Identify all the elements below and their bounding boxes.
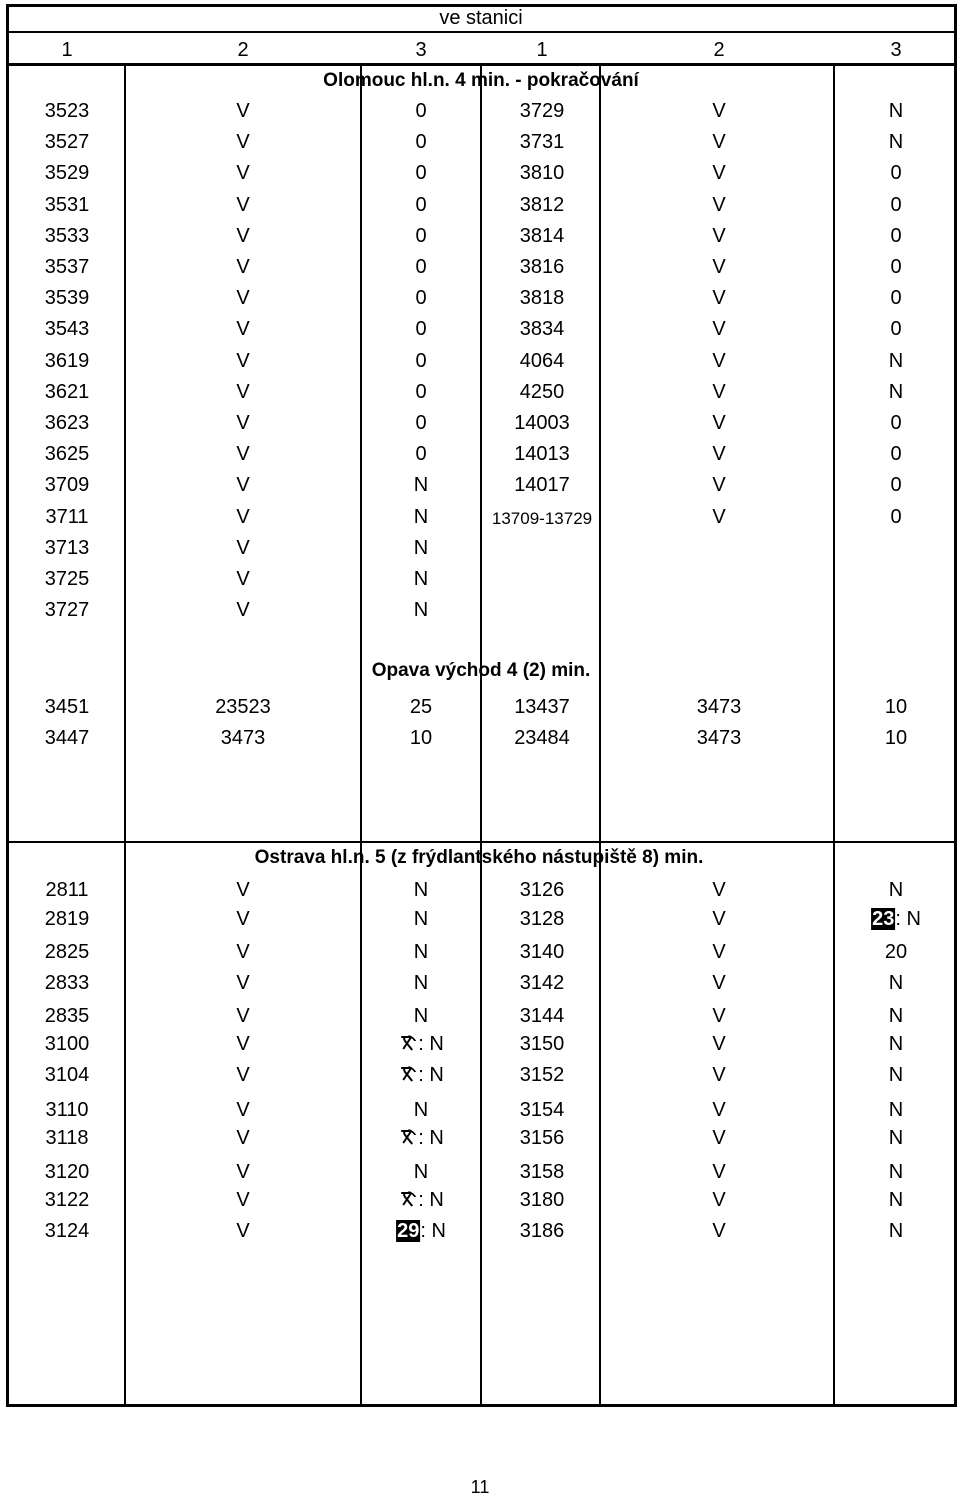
table-cell: 0 [415, 224, 427, 247]
table-cell: N [888, 879, 904, 901]
table-cell: V [712, 100, 726, 122]
table-cell: V [236, 1220, 250, 1242]
table-cell: 3725 [44, 568, 90, 590]
table-cell: 3110 [45, 1099, 89, 1121]
table-cell: 0 [890, 287, 902, 310]
table-cell: 3128 [519, 908, 565, 930]
cell-value: N [429, 1127, 444, 1149]
table-cell: 0 [890, 443, 902, 466]
table-cell: 3523 [44, 100, 90, 122]
table-cell: N [888, 100, 904, 122]
table-cell: 3447 [44, 727, 90, 749]
table-cell: V [712, 318, 726, 341]
table-cell: 3810 [519, 162, 565, 185]
table-cell: 0 [890, 256, 902, 278]
table-cell: V [712, 941, 726, 963]
table-cell: 14013 [514, 443, 570, 466]
table-cell: 3473 [696, 696, 742, 718]
table-cell: 3142 [519, 972, 565, 994]
column-divider [833, 64, 835, 1404]
table-cell: 3527 [44, 131, 90, 154]
table-cell: V [236, 474, 250, 497]
table-cell: 3152 [519, 1064, 565, 1086]
table-cell: 3619 [44, 349, 90, 372]
page-number: 11 [470, 1477, 490, 1497]
column-header: 2 [713, 39, 725, 61]
table-cell: : N [398, 1063, 444, 1089]
table-cell: N [888, 131, 904, 154]
table-cell: 0 [890, 224, 902, 247]
column-divider [360, 64, 362, 1404]
platform-badge: 29 [397, 1220, 420, 1242]
column-header: 2 [237, 39, 249, 61]
column-header: 3 [415, 39, 427, 61]
table-cell: 0 [415, 131, 427, 154]
table-cell: V [712, 1220, 726, 1242]
table-cell: 14017 [514, 474, 570, 497]
cell-value: N [429, 1033, 444, 1055]
table-cell: 3537 [44, 256, 90, 278]
table-cell: 3818 [519, 287, 565, 310]
table-cell: N [888, 1064, 904, 1086]
table-cell: 0 [415, 412, 427, 434]
table-cell: 3834 [519, 318, 565, 341]
column-divider [599, 64, 601, 1404]
table-cell: 0 [890, 412, 902, 434]
table-cell: N [413, 505, 429, 528]
table-cell: N [888, 1161, 904, 1183]
table-cell: N [413, 1161, 429, 1183]
table-cell: V [712, 1189, 726, 1211]
table-cell: 23523 [215, 696, 271, 718]
table-cell: 3621 [44, 380, 90, 403]
column-header: 3 [890, 39, 902, 61]
table-cell: 13709-13729 [491, 508, 593, 528]
table-cell: 3140 [519, 941, 565, 963]
table-cell: N [888, 1127, 904, 1149]
table-cell: V [712, 443, 726, 466]
table-cell: 0 [415, 287, 427, 310]
table-cell: 4064 [519, 349, 565, 372]
table-cell: N [888, 1099, 904, 1121]
table-cell: N [888, 380, 904, 403]
table-cell: N [413, 941, 429, 963]
table-cell: V [236, 1161, 250, 1183]
table-cell: V [712, 1127, 726, 1149]
table-cell: V [712, 1064, 726, 1086]
table-cell: V [236, 972, 250, 994]
table-cell: V [712, 972, 726, 994]
table-cell: : N [398, 1032, 444, 1058]
platform-badge: 23 [872, 908, 895, 930]
table-cell: V [712, 131, 726, 154]
table-cell: 3451 [44, 696, 90, 718]
table-cell: 3180 [519, 1189, 565, 1211]
table-cell: V [712, 162, 726, 185]
table-cell: 23484 [514, 727, 570, 749]
table-cell: 3473 [696, 727, 742, 749]
table-cell: 3727 [44, 599, 90, 622]
table-cell: V [236, 287, 250, 310]
table-cell: 29: N [397, 1220, 446, 1242]
row-divider [6, 841, 957, 843]
table-cell: V [712, 349, 726, 372]
table-cell: 3473 [220, 727, 266, 749]
table-cell: 3533 [44, 224, 90, 247]
table-cell: 0 [890, 318, 902, 341]
table-cell: V [712, 224, 726, 247]
cell-value: N [429, 1064, 444, 1086]
table-cell: N [888, 972, 904, 994]
table-cell: V [236, 1005, 250, 1027]
table-cell: V [712, 287, 726, 310]
table-cell: 3543 [44, 318, 90, 341]
table-cell: 3150 [519, 1033, 565, 1055]
table-cell: N [413, 972, 429, 994]
table-cell: 0 [890, 505, 902, 528]
table-cell: V [236, 908, 250, 930]
cell-value: N [429, 1189, 444, 1211]
table-cell: 3156 [519, 1127, 565, 1149]
table-cell: V [236, 1064, 250, 1086]
table-cell: 13437 [514, 696, 570, 718]
table-cell: N [413, 536, 429, 559]
table-cell: 3625 [44, 443, 90, 466]
table-cell: V [236, 1127, 250, 1149]
table-cell: V [712, 193, 726, 216]
hammer-pick-icon [398, 1126, 418, 1152]
table-cell: 3812 [519, 193, 565, 216]
hammer-pick-icon [398, 1188, 418, 1214]
table-cell: N [888, 349, 904, 372]
column-divider [480, 64, 482, 1404]
table-cell: V [236, 256, 250, 278]
table-cell: 3531 [44, 193, 90, 216]
table-cell: 3711 [45, 505, 89, 528]
table-cell: V [236, 568, 250, 590]
table-cell: N [888, 1220, 904, 1242]
table-cell: V [236, 941, 250, 963]
table-cell: V [236, 505, 250, 528]
row-divider [6, 31, 957, 33]
table-cell: 2811 [45, 879, 89, 901]
section-title: Opava východ 4 (2) min. [371, 660, 591, 681]
table-cell: V [236, 380, 250, 403]
table-cell: 10 [884, 727, 908, 749]
table-cell: 10 [409, 727, 433, 749]
table-cell: V [236, 536, 250, 559]
table-cell: 3158 [519, 1161, 565, 1183]
table-cell: N [413, 1099, 429, 1121]
table-cell: V [712, 474, 726, 497]
hammer-pick-icon [398, 1032, 418, 1058]
table-cell: V [712, 505, 726, 528]
table-cell: N [413, 474, 429, 497]
table-cell: 0 [415, 256, 427, 278]
table-cell: V [712, 908, 726, 930]
table-cell: V [712, 1033, 726, 1055]
table-cell: 0 [890, 162, 902, 185]
table-cell: 2825 [44, 941, 90, 963]
table-cell: V [236, 349, 250, 372]
cell-value: N [906, 908, 921, 930]
row-divider [6, 63, 957, 66]
table-cell: V [236, 193, 250, 216]
table-cell: 3814 [519, 224, 565, 247]
table-cell: 3539 [44, 287, 90, 310]
table-cell: 3623 [44, 412, 90, 434]
table-cell: : N [398, 1188, 444, 1214]
table-cell: 3100 [44, 1033, 90, 1055]
table-cell: N [413, 908, 429, 930]
table-cell: 3124 [44, 1220, 90, 1242]
table-cell: V [712, 256, 726, 278]
table-cell: V [236, 131, 250, 154]
table-cell: 3126 [519, 879, 565, 901]
table-cell: V [236, 443, 250, 466]
table-cell: 0 [415, 349, 427, 372]
table-cell: V [712, 1161, 726, 1183]
table-cell: 3816 [519, 256, 565, 278]
table-cell: 0 [415, 318, 427, 341]
table-cell: V [712, 412, 726, 434]
table-cell: V [712, 1005, 726, 1027]
table-cell: V [236, 1189, 250, 1211]
table-cell: 0 [415, 162, 427, 185]
table-cell: 25 [409, 696, 433, 718]
table-cell: N [888, 1005, 904, 1027]
table-cell: 4250 [519, 380, 565, 403]
table-cell: N [888, 1033, 904, 1055]
column-header: 1 [61, 39, 73, 61]
table-cell: V [712, 1099, 726, 1121]
table-cell: N [413, 568, 429, 590]
table-cell: : N [398, 1126, 444, 1152]
table-cell: 2819 [44, 908, 90, 930]
table-cell: 3713 [44, 536, 90, 559]
table-cell: V [712, 879, 726, 901]
table-cell: V [236, 412, 250, 434]
table-cell: 3154 [519, 1099, 565, 1121]
table-cell: V [236, 1099, 250, 1121]
table-cell: N [413, 599, 429, 622]
table-cell: 0 [890, 474, 902, 497]
hammer-pick-icon [398, 1063, 418, 1089]
table-cell: 3144 [519, 1005, 565, 1027]
table-cell: 3118 [45, 1127, 89, 1149]
table-cell: 23: N [872, 908, 921, 930]
table-cell: 3104 [44, 1064, 90, 1086]
section-title: Olomouc hl.n. 4 min. - pokračování [323, 70, 639, 91]
table-cell: 2835 [44, 1005, 90, 1027]
table-cell: 0 [415, 193, 427, 216]
table-cell: V [236, 100, 250, 122]
table-cell: V [236, 318, 250, 341]
table-cell: N [413, 1005, 429, 1027]
table-cell: 10 [884, 696, 908, 718]
table-cell: V [236, 1033, 250, 1055]
table-cell: V [236, 162, 250, 185]
cell-value: N [431, 1220, 446, 1242]
table-cell: V [236, 599, 250, 622]
table-cell: 3529 [44, 162, 90, 185]
table-cell: V [712, 380, 726, 403]
table-cell: 3120 [44, 1161, 90, 1183]
table-cell: 0 [890, 193, 902, 216]
table-cell: 20 [884, 941, 908, 963]
table-cell: V [236, 224, 250, 247]
table-cell: 3186 [519, 1220, 565, 1242]
table-cell: 2833 [44, 972, 90, 994]
table-cell: N [413, 879, 429, 901]
table-cell: 3729 [519, 100, 565, 122]
table-cell: 3709 [44, 474, 90, 497]
column-divider [124, 64, 126, 1404]
table-cell: 0 [415, 100, 427, 122]
column-header: 1 [536, 39, 548, 61]
table-cell: N [888, 1189, 904, 1211]
header-title: ve stanici [439, 7, 523, 29]
table-cell: 0 [415, 380, 427, 403]
table-cell: 3122 [44, 1189, 90, 1211]
table-cell: 0 [415, 443, 427, 466]
table-cell: V [236, 879, 250, 901]
section-title: Ostrava hl.n. 5 (z frýdlantského nástupiště 8) min. [254, 847, 704, 868]
table-cell: 14003 [514, 412, 570, 434]
table-cell: 3731 [519, 131, 565, 154]
